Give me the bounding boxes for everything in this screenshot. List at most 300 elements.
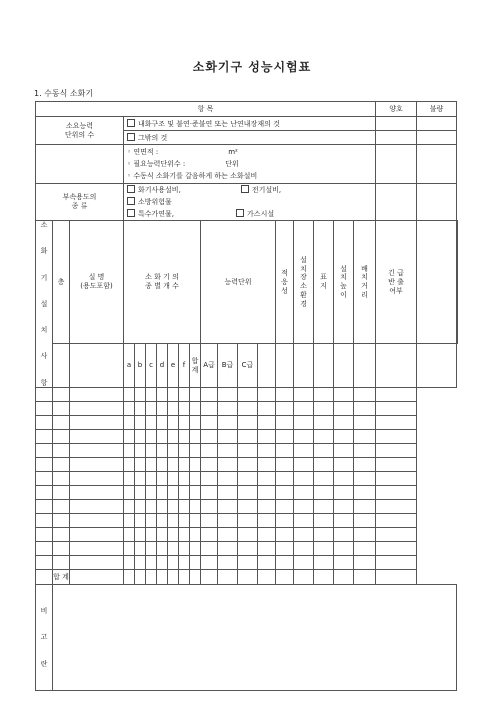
data-cell[interactable] bbox=[168, 458, 179, 472]
data-cell[interactable] bbox=[276, 486, 294, 500]
data-cell[interactable] bbox=[179, 472, 190, 486]
data-cell[interactable] bbox=[218, 486, 238, 500]
data-cell[interactable] bbox=[36, 542, 53, 556]
data-cell[interactable] bbox=[376, 344, 417, 388]
data-cell[interactable] bbox=[294, 458, 314, 472]
data-cell[interactable] bbox=[157, 458, 168, 472]
data-cell[interactable] bbox=[238, 500, 258, 514]
data-cell[interactable] bbox=[53, 528, 70, 542]
data-cell[interactable] bbox=[190, 556, 201, 570]
data-cell[interactable] bbox=[354, 542, 376, 556]
data-cell[interactable] bbox=[36, 472, 53, 486]
data-cell[interactable] bbox=[258, 430, 276, 444]
data-cell[interactable] bbox=[218, 500, 238, 514]
data-cell[interactable] bbox=[168, 444, 179, 458]
data-cell[interactable] bbox=[276, 344, 294, 388]
data-cell[interactable] bbox=[201, 542, 218, 556]
data-cell[interactable] bbox=[124, 556, 135, 570]
data-cell[interactable] bbox=[135, 500, 146, 514]
data-cell[interactable] bbox=[124, 472, 135, 486]
data-cell[interactable] bbox=[276, 458, 294, 472]
data-cell[interactable] bbox=[218, 556, 238, 570]
data-cell[interactable] bbox=[314, 500, 334, 514]
data-cell[interactable] bbox=[53, 388, 70, 402]
data-cell[interactable] bbox=[334, 514, 354, 528]
total-cell[interactable] bbox=[70, 570, 124, 585]
data-cell[interactable] bbox=[354, 486, 376, 500]
data-cell[interactable] bbox=[124, 458, 135, 472]
data-cell[interactable] bbox=[168, 556, 179, 570]
data-cell[interactable] bbox=[70, 430, 124, 444]
data-cell[interactable] bbox=[36, 388, 53, 402]
data-cell[interactable] bbox=[238, 430, 258, 444]
data-cell[interactable] bbox=[53, 500, 70, 514]
data-cell[interactable] bbox=[146, 402, 157, 416]
data-cell[interactable] bbox=[53, 542, 70, 556]
data-cell[interactable] bbox=[36, 486, 53, 500]
data-cell[interactable] bbox=[334, 388, 354, 402]
data-cell[interactable] bbox=[354, 514, 376, 528]
data-cell[interactable] bbox=[218, 416, 238, 430]
data-cell[interactable] bbox=[190, 514, 201, 528]
data-cell[interactable] bbox=[201, 528, 218, 542]
data-cell[interactable] bbox=[376, 458, 417, 472]
data-cell[interactable] bbox=[354, 388, 376, 402]
data-cell[interactable] bbox=[157, 444, 168, 458]
data-cell[interactable] bbox=[124, 444, 135, 458]
data-cell[interactable] bbox=[53, 402, 70, 416]
data-cell[interactable] bbox=[179, 556, 190, 570]
data-cell[interactable] bbox=[294, 500, 314, 514]
data-cell[interactable] bbox=[276, 416, 294, 430]
data-cell[interactable] bbox=[53, 416, 70, 430]
data-cell[interactable] bbox=[146, 556, 157, 570]
data-cell[interactable] bbox=[179, 416, 190, 430]
data-cell[interactable] bbox=[276, 430, 294, 444]
bad-cell[interactable] bbox=[417, 145, 457, 184]
data-cell[interactable] bbox=[70, 416, 124, 430]
data-cell[interactable] bbox=[168, 472, 179, 486]
checkbox[interactable] bbox=[127, 186, 138, 194]
data-cell[interactable] bbox=[179, 542, 190, 556]
data-cell[interactable] bbox=[157, 416, 168, 430]
data-cell[interactable] bbox=[70, 528, 124, 542]
data-cell[interactable] bbox=[354, 402, 376, 416]
data-cell[interactable] bbox=[294, 528, 314, 542]
good-cell[interactable] bbox=[376, 131, 417, 145]
total-cell[interactable] bbox=[334, 570, 354, 585]
data-cell[interactable] bbox=[168, 500, 179, 514]
data-cell[interactable] bbox=[146, 458, 157, 472]
data-cell[interactable] bbox=[294, 486, 314, 500]
data-cell[interactable] bbox=[157, 500, 168, 514]
data-cell[interactable] bbox=[276, 444, 294, 458]
data-cell[interactable] bbox=[70, 458, 124, 472]
data-cell[interactable] bbox=[258, 416, 276, 430]
checkbox[interactable] bbox=[236, 210, 247, 218]
data-cell[interactable] bbox=[190, 486, 201, 500]
total-floor-cell[interactable] bbox=[36, 570, 53, 585]
capacity-option-other[interactable]: 그밖의 것 bbox=[124, 131, 376, 145]
data-cell[interactable] bbox=[238, 458, 258, 472]
data-cell[interactable] bbox=[314, 514, 334, 528]
checkbox[interactable] bbox=[127, 134, 138, 142]
data-cell[interactable] bbox=[157, 472, 168, 486]
total-cell[interactable] bbox=[146, 570, 157, 585]
data-cell[interactable] bbox=[376, 556, 417, 570]
data-cell[interactable] bbox=[53, 472, 70, 486]
data-cell[interactable] bbox=[376, 500, 417, 514]
data-cell[interactable] bbox=[190, 472, 201, 486]
data-cell[interactable] bbox=[238, 416, 258, 430]
data-cell[interactable] bbox=[179, 444, 190, 458]
data-cell[interactable] bbox=[376, 514, 417, 528]
data-cell[interactable] bbox=[201, 402, 218, 416]
data-cell[interactable] bbox=[258, 458, 276, 472]
data-cell[interactable] bbox=[190, 444, 201, 458]
good-cell[interactable] bbox=[376, 184, 417, 221]
data-cell[interactable] bbox=[258, 486, 276, 500]
data-cell[interactable] bbox=[334, 500, 354, 514]
data-cell[interactable] bbox=[218, 542, 238, 556]
data-cell[interactable] bbox=[376, 542, 417, 556]
data-cell[interactable] bbox=[376, 444, 417, 458]
data-cell[interactable] bbox=[354, 444, 376, 458]
data-cell[interactable] bbox=[334, 472, 354, 486]
data-cell[interactable] bbox=[276, 388, 294, 402]
data-cell[interactable] bbox=[314, 430, 334, 444]
good-cell[interactable] bbox=[376, 145, 417, 184]
data-cell[interactable] bbox=[70, 444, 124, 458]
data-cell[interactable] bbox=[201, 430, 218, 444]
data-cell[interactable] bbox=[314, 344, 334, 388]
data-cell[interactable] bbox=[135, 458, 146, 472]
data-cell[interactable] bbox=[201, 472, 218, 486]
data-cell[interactable] bbox=[190, 416, 201, 430]
data-cell[interactable] bbox=[376, 388, 417, 402]
data-cell[interactable] bbox=[354, 528, 376, 542]
data-cell[interactable] bbox=[376, 416, 417, 430]
data-cell[interactable] bbox=[135, 556, 146, 570]
data-cell[interactable] bbox=[157, 514, 168, 528]
data-cell[interactable] bbox=[201, 444, 218, 458]
data-cell[interactable] bbox=[135, 416, 146, 430]
data-cell[interactable] bbox=[334, 542, 354, 556]
data-cell[interactable] bbox=[258, 500, 276, 514]
data-cell[interactable] bbox=[124, 416, 135, 430]
data-cell[interactable] bbox=[201, 486, 218, 500]
data-cell[interactable] bbox=[70, 472, 124, 486]
total-cell[interactable] bbox=[294, 570, 314, 585]
data-cell[interactable] bbox=[53, 514, 70, 528]
data-cell[interactable] bbox=[238, 486, 258, 500]
data-cell[interactable] bbox=[157, 528, 168, 542]
data-cell[interactable] bbox=[135, 528, 146, 542]
data-cell[interactable] bbox=[276, 542, 294, 556]
room-cell[interactable] bbox=[70, 344, 124, 388]
data-cell[interactable] bbox=[218, 458, 238, 472]
data-cell[interactable] bbox=[218, 472, 238, 486]
data-cell[interactable] bbox=[334, 416, 354, 430]
total-cell[interactable] bbox=[190, 570, 201, 585]
data-cell[interactable] bbox=[218, 528, 238, 542]
data-cell[interactable] bbox=[53, 458, 70, 472]
data-cell[interactable] bbox=[258, 472, 276, 486]
data-cell[interactable] bbox=[124, 542, 135, 556]
total-cell[interactable] bbox=[218, 570, 238, 585]
data-cell[interactable] bbox=[135, 388, 146, 402]
data-cell[interactable] bbox=[146, 416, 157, 430]
data-cell[interactable] bbox=[135, 430, 146, 444]
checkbox[interactable] bbox=[241, 186, 252, 194]
capacity-option-fireproof[interactable]: 내화구조 및 불연·준불연 또는 난연내장재의 것 bbox=[124, 117, 376, 131]
data-cell[interactable] bbox=[218, 444, 238, 458]
data-cell[interactable] bbox=[53, 556, 70, 570]
data-cell[interactable] bbox=[201, 416, 218, 430]
data-cell[interactable] bbox=[36, 528, 53, 542]
data-cell[interactable] bbox=[294, 472, 314, 486]
data-cell[interactable] bbox=[276, 556, 294, 570]
data-cell[interactable] bbox=[157, 542, 168, 556]
data-cell[interactable] bbox=[276, 402, 294, 416]
total-cell[interactable] bbox=[238, 570, 258, 585]
data-cell[interactable] bbox=[146, 542, 157, 556]
data-cell[interactable] bbox=[314, 528, 334, 542]
data-cell[interactable] bbox=[190, 388, 201, 402]
data-cell[interactable] bbox=[124, 402, 135, 416]
data-cell[interactable] bbox=[376, 486, 417, 500]
data-cell[interactable] bbox=[314, 556, 334, 570]
data-cell[interactable] bbox=[354, 472, 376, 486]
data-cell[interactable] bbox=[36, 430, 53, 444]
data-cell[interactable] bbox=[146, 444, 157, 458]
data-cell[interactable] bbox=[36, 556, 53, 570]
total-cell[interactable] bbox=[124, 570, 135, 585]
data-cell[interactable] bbox=[238, 402, 258, 416]
data-cell[interactable] bbox=[168, 514, 179, 528]
data-cell[interactable] bbox=[168, 486, 179, 500]
data-cell[interactable] bbox=[258, 556, 276, 570]
data-cell[interactable] bbox=[157, 388, 168, 402]
data-cell[interactable] bbox=[146, 388, 157, 402]
data-cell[interactable] bbox=[124, 500, 135, 514]
data-cell[interactable] bbox=[70, 388, 124, 402]
floor-cell[interactable] bbox=[53, 344, 70, 388]
total-cell[interactable] bbox=[376, 570, 417, 585]
data-cell[interactable] bbox=[354, 556, 376, 570]
data-cell[interactable] bbox=[276, 472, 294, 486]
data-cell[interactable] bbox=[135, 472, 146, 486]
data-cell[interactable] bbox=[376, 528, 417, 542]
data-cell[interactable] bbox=[376, 402, 417, 416]
data-cell[interactable] bbox=[218, 402, 238, 416]
bad-cell[interactable] bbox=[417, 184, 457, 221]
total-cell[interactable] bbox=[201, 570, 218, 585]
data-cell[interactable] bbox=[157, 402, 168, 416]
data-cell[interactable] bbox=[146, 528, 157, 542]
data-cell[interactable] bbox=[179, 486, 190, 500]
data-cell[interactable] bbox=[314, 416, 334, 430]
data-cell[interactable] bbox=[294, 388, 314, 402]
data-cell[interactable] bbox=[135, 486, 146, 500]
bad-cell[interactable] bbox=[417, 131, 457, 145]
data-cell[interactable] bbox=[201, 514, 218, 528]
data-cell[interactable] bbox=[146, 500, 157, 514]
data-cell[interactable] bbox=[238, 542, 258, 556]
data-cell[interactable] bbox=[190, 458, 201, 472]
data-cell[interactable] bbox=[179, 458, 190, 472]
bad-cell[interactable] bbox=[417, 117, 457, 131]
checkbox[interactable] bbox=[127, 120, 138, 128]
data-cell[interactable] bbox=[314, 472, 334, 486]
data-cell[interactable] bbox=[135, 542, 146, 556]
data-cell[interactable] bbox=[354, 500, 376, 514]
data-cell[interactable] bbox=[294, 416, 314, 430]
data-cell[interactable] bbox=[36, 458, 53, 472]
data-cell[interactable] bbox=[238, 388, 258, 402]
data-cell[interactable] bbox=[70, 556, 124, 570]
data-cell[interactable] bbox=[334, 430, 354, 444]
data-cell[interactable] bbox=[294, 402, 314, 416]
data-cell[interactable] bbox=[258, 528, 276, 542]
total-cell[interactable] bbox=[258, 570, 276, 585]
data-cell[interactable] bbox=[157, 430, 168, 444]
data-cell[interactable] bbox=[124, 486, 135, 500]
data-cell[interactable] bbox=[334, 458, 354, 472]
data-cell[interactable] bbox=[314, 388, 334, 402]
data-cell[interactable] bbox=[36, 500, 53, 514]
checkbox[interactable] bbox=[127, 210, 138, 218]
data-cell[interactable] bbox=[168, 388, 179, 402]
data-cell[interactable] bbox=[135, 402, 146, 416]
data-cell[interactable] bbox=[258, 542, 276, 556]
data-cell[interactable] bbox=[238, 514, 258, 528]
data-cell[interactable] bbox=[157, 486, 168, 500]
data-cell[interactable] bbox=[70, 486, 124, 500]
data-cell[interactable] bbox=[135, 514, 146, 528]
checkbox[interactable] bbox=[127, 198, 138, 206]
data-cell[interactable] bbox=[53, 430, 70, 444]
total-cell[interactable] bbox=[314, 570, 334, 585]
data-cell[interactable] bbox=[190, 500, 201, 514]
data-cell[interactable] bbox=[201, 458, 218, 472]
data-cell[interactable] bbox=[294, 444, 314, 458]
total-cell[interactable] bbox=[135, 570, 146, 585]
data-cell[interactable] bbox=[258, 388, 276, 402]
data-cell[interactable] bbox=[190, 402, 201, 416]
data-cell[interactable] bbox=[294, 542, 314, 556]
data-cell[interactable] bbox=[314, 542, 334, 556]
data-cell[interactable] bbox=[179, 528, 190, 542]
total-cell[interactable] bbox=[157, 570, 168, 585]
data-cell[interactable] bbox=[334, 486, 354, 500]
data-cell[interactable] bbox=[334, 528, 354, 542]
data-cell[interactable] bbox=[354, 416, 376, 430]
data-cell[interactable] bbox=[179, 500, 190, 514]
data-cell[interactable] bbox=[314, 486, 334, 500]
data-cell[interactable] bbox=[124, 514, 135, 528]
data-cell[interactable] bbox=[201, 388, 218, 402]
data-cell[interactable] bbox=[124, 528, 135, 542]
data-cell[interactable] bbox=[179, 430, 190, 444]
data-cell[interactable] bbox=[53, 486, 70, 500]
data-cell[interactable] bbox=[294, 344, 314, 388]
data-cell[interactable] bbox=[146, 430, 157, 444]
data-cell[interactable] bbox=[376, 472, 417, 486]
data-cell[interactable] bbox=[179, 514, 190, 528]
data-cell[interactable] bbox=[70, 402, 124, 416]
total-cell[interactable] bbox=[354, 570, 376, 585]
data-cell[interactable] bbox=[417, 344, 457, 388]
good-cell[interactable] bbox=[376, 117, 417, 131]
data-cell[interactable] bbox=[238, 444, 258, 458]
data-cell[interactable] bbox=[334, 556, 354, 570]
data-cell[interactable] bbox=[168, 430, 179, 444]
data-cell[interactable] bbox=[258, 444, 276, 458]
data-cell[interactable] bbox=[168, 402, 179, 416]
data-cell[interactable] bbox=[201, 556, 218, 570]
data-cell[interactable] bbox=[70, 514, 124, 528]
total-cell[interactable] bbox=[276, 570, 294, 585]
data-cell[interactable] bbox=[124, 430, 135, 444]
data-cell[interactable] bbox=[218, 514, 238, 528]
data-cell[interactable] bbox=[190, 542, 201, 556]
data-cell[interactable] bbox=[218, 430, 238, 444]
data-cell[interactable] bbox=[314, 444, 334, 458]
data-cell[interactable] bbox=[334, 402, 354, 416]
data-cell[interactable] bbox=[238, 556, 258, 570]
data-cell[interactable] bbox=[376, 430, 417, 444]
data-cell[interactable] bbox=[36, 416, 53, 430]
total-cell[interactable] bbox=[168, 570, 179, 585]
data-cell[interactable] bbox=[53, 444, 70, 458]
data-cell[interactable] bbox=[168, 416, 179, 430]
data-cell[interactable] bbox=[218, 388, 238, 402]
data-cell[interactable] bbox=[334, 444, 354, 458]
data-cell[interactable] bbox=[238, 472, 258, 486]
data-cell[interactable] bbox=[168, 528, 179, 542]
data-cell[interactable] bbox=[314, 458, 334, 472]
data-cell[interactable] bbox=[354, 430, 376, 444]
data-cell[interactable] bbox=[258, 402, 276, 416]
data-cell[interactable] bbox=[36, 402, 53, 416]
data-cell[interactable] bbox=[179, 402, 190, 416]
data-cell[interactable] bbox=[354, 458, 376, 472]
data-cell[interactable] bbox=[276, 514, 294, 528]
data-cell[interactable] bbox=[354, 344, 376, 388]
data-cell[interactable] bbox=[146, 472, 157, 486]
data-cell[interactable] bbox=[157, 556, 168, 570]
data-cell[interactable] bbox=[36, 444, 53, 458]
data-cell[interactable] bbox=[276, 528, 294, 542]
data-cell[interactable] bbox=[201, 500, 218, 514]
data-cell[interactable] bbox=[294, 430, 314, 444]
data-cell[interactable] bbox=[146, 514, 157, 528]
data-cell[interactable] bbox=[334, 344, 354, 388]
data-cell[interactable] bbox=[135, 444, 146, 458]
data-cell[interactable] bbox=[168, 542, 179, 556]
data-cell[interactable] bbox=[258, 514, 276, 528]
total-cell[interactable] bbox=[179, 570, 190, 585]
data-cell[interactable] bbox=[179, 388, 190, 402]
data-cell[interactable] bbox=[190, 430, 201, 444]
data-cell[interactable] bbox=[146, 486, 157, 500]
data-cell[interactable] bbox=[276, 500, 294, 514]
data-cell[interactable] bbox=[238, 528, 258, 542]
data-cell[interactable] bbox=[294, 514, 314, 528]
data-cell[interactable] bbox=[190, 528, 201, 542]
data-cell[interactable] bbox=[70, 542, 124, 556]
